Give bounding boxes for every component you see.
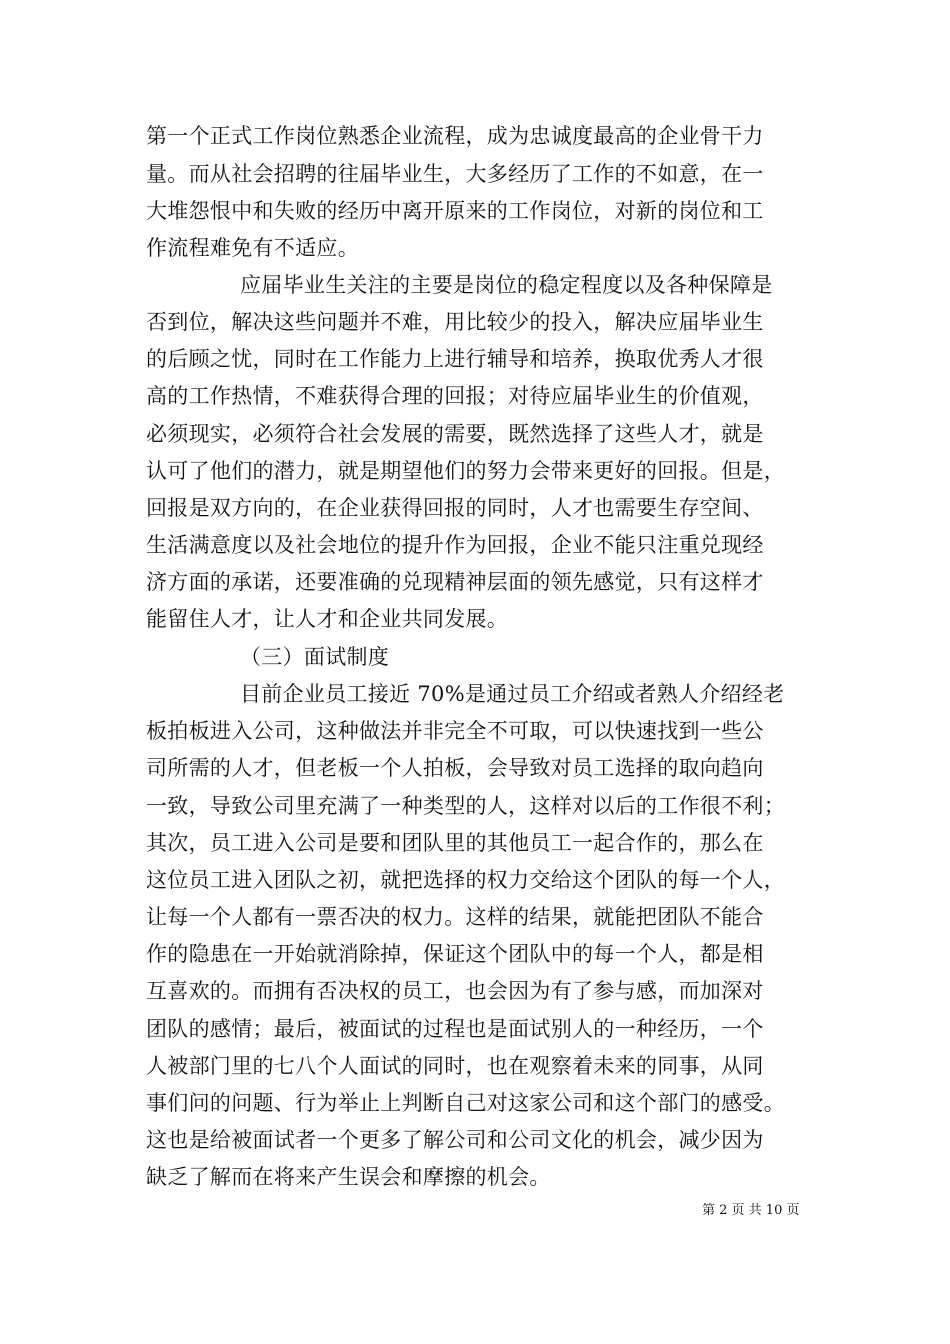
paragraph-3-line-13: 这也是给被面试者一个更多了解公司和公司文化的机会，减少因为 — [146, 1128, 764, 1152]
paragraph-2-line-6: 认可了他们的潜力，就是期望他们的努力会带来更好的回报。但是， — [146, 459, 785, 483]
paragraph-2-line-2: 否到位，解决这些问题并不难，用比较少的投入，解决应届毕业生 — [146, 310, 764, 334]
paragraph-2-line-3: 的后顾之忧，同时在工作能力上进行辅导和培养，换取优秀人才很 — [146, 347, 764, 371]
paragraph-3-line-7: 让每一个人都有一票否决的权力。这样的结果，就能把团队不能合 — [146, 905, 764, 929]
paragraph-2-line-7: 回报是双方向的，在企业获得回报的同时，人才也需要生存空间、 — [146, 496, 764, 520]
paragraph-1-line-3: 大堆怨恨中和失败的经历中离开原来的工作岗位，对新的岗位和工 — [146, 199, 764, 223]
paragraph-2-line-4: 高的工作热情，不难获得合理的回报；对待应届毕业生的价值观， — [146, 384, 764, 408]
paragraph-3-line-10: 团队的感情；最后，被面试的过程也是面试别人的一种经历，一个 — [146, 1017, 764, 1041]
paragraph-2-line-5: 必须现实，必须符合社会发展的需要，既然选择了这些人才，就是 — [146, 422, 764, 446]
section-heading: （三）面试制度 — [240, 645, 390, 669]
paragraph-1-line-1: 第一个正式工作岗位熟悉企业流程，成为忠诚度最高的企业骨干力 — [146, 124, 764, 148]
paragraph-3-line-1: 目前企业员工接近 70%是通过员工介绍或者熟人介绍经老 — [240, 682, 785, 706]
paragraph-2-line-9: 济方面的承诺，还要准确的兑现精神层面的领先感觉，只有这样才 — [146, 570, 764, 594]
paragraph-3-line-4: 一致，导致公司里充满了一种类型的人，这样对以后的工作很不利； — [146, 794, 785, 818]
paragraph-3-line-2: 板拍板进入公司，这种做法并非完全不可取，可以快速找到一些公 — [146, 719, 764, 743]
paragraph-3-line-14: 缺乏了解而在将来产生误会和摩擦的机会。 — [146, 1165, 551, 1189]
paragraph-1-line-2: 量。而从社会招聘的往届毕业生，大多经历了工作的不如意，在一 — [146, 162, 764, 186]
paragraph-2-line-8: 生活满意度以及社会地位的提升作为回报，企业不能只注重兑现经 — [146, 533, 764, 557]
paragraph-3-line-12: 事们问的问题、行为举止上判断自己对这家公司和这个部门的感受。 — [146, 1091, 785, 1115]
paragraph-3-line-8: 作的隐患在一开始就消除掉，保证这个团队中的每一个人，都是相 — [146, 942, 764, 966]
paragraph-3-line-6: 这位员工进入团队之初，就把选择的权力交给这个团队的每一个人， — [146, 868, 785, 892]
paragraph-3-line-3: 司所需的人才，但老板一个人拍板，会导致对员工选择的取向趋向 — [146, 756, 764, 780]
paragraph-3-line-11: 人被部门里的七八个人面试的同时，也在观察着未来的同事，从同 — [146, 1054, 764, 1078]
paragraph-3-line-9: 互喜欢的。而拥有否决权的员工，也会因为有了参与感，而加深对 — [146, 979, 764, 1003]
paragraph-2-line-10: 能留住人才，让人才和企业共同发展。 — [146, 607, 509, 631]
paragraph-3-line-5: 其次，员工进入公司是要和团队里的其他员工一起合作的，那么在 — [146, 831, 764, 855]
paragraph-1-line-4: 作流程难免有不适应。 — [146, 236, 359, 260]
paragraph-2-line-1: 应届毕业生关注的主要是岗位的稳定程度以及各种保障是 — [240, 273, 773, 297]
page-number-footer: 第 2 页 共 10 页 — [702, 1203, 800, 1218]
